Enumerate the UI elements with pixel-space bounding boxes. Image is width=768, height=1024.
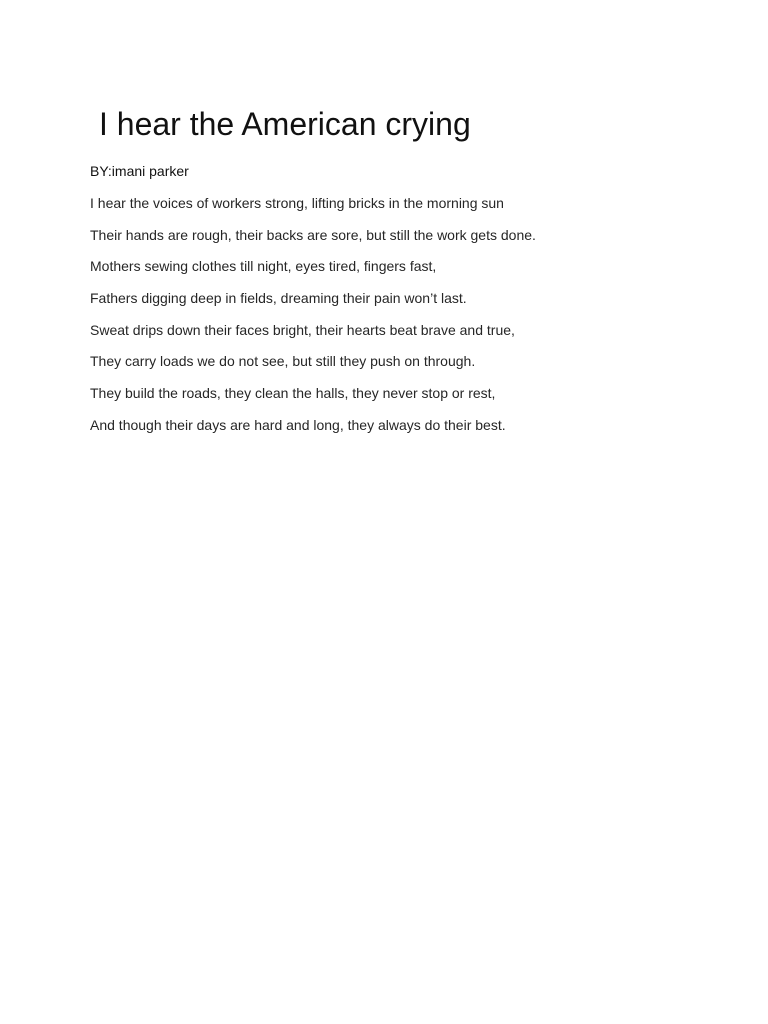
poem-line: I hear the voices of workers strong, lifting bricks in the morning sun — [90, 195, 504, 211]
poem-line: Sweat drips down their faces bright, their hearts beat brave and true, — [90, 321, 515, 338]
poem-line: They build the roads, they clean the halls, they never stop or rest, — [90, 385, 496, 402]
poem-body — [90, 193, 536, 447]
poem-line: And though their days are hard and long, they always do their best. — [90, 416, 506, 433]
poem-line: Their hands are rough, their backs are sore, but still the work gets done. — [90, 226, 536, 243]
poem-author: BY:imani parker — [90, 163, 189, 179]
poem-title: I hear the American crying — [99, 106, 471, 142]
poem-line: Mothers sewing clothes till night, eyes tired, fingers fast, — [90, 258, 437, 275]
poem-line: They carry loads we do not see, but still they push on through. — [90, 353, 476, 370]
poem-line: Fathers digging deep in fields, dreaming their pain won’t last. — [90, 290, 467, 307]
